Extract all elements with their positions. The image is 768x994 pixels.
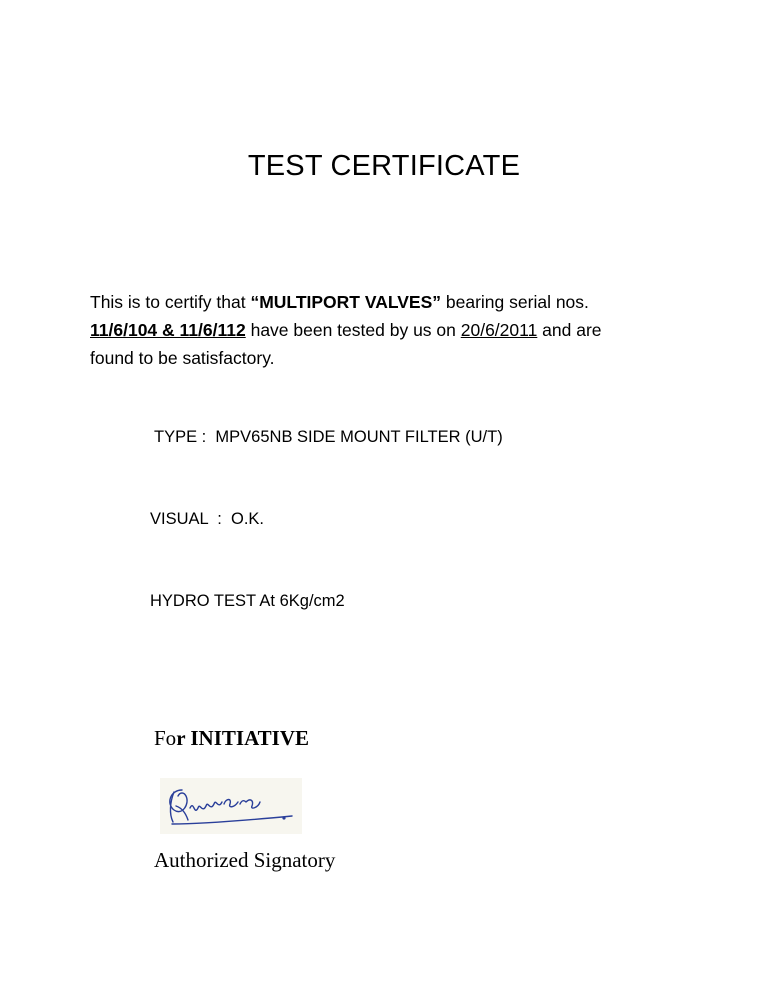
for-prefix: Fo: [154, 726, 177, 750]
statement-line-2: [90, 316, 690, 344]
company-signoff: [154, 726, 309, 751]
certification-statement: [90, 288, 690, 372]
certificate-title: TEST CERTIFICATE: [247, 150, 521, 182]
statement-after-date: and are: [537, 320, 602, 340]
visual-line: VISUAL : O.K.: [150, 510, 265, 528]
hydro-test-line: HYDRO TEST At 6Kg/cm2: [150, 592, 345, 610]
test-date: 20/6/2011: [460, 320, 538, 340]
statement-intro: This is to certify that: [90, 292, 251, 312]
product-name: “MULTIPORT VALVES”: [250, 292, 442, 312]
company-name: r INITIATIVE: [176, 726, 310, 750]
authorized-signatory-label: Authorized Signatory: [154, 848, 336, 872]
type-line: TYPE : MPV65NB SIDE MOUNT FILTER (U/T): [154, 428, 503, 446]
statement-conclusion: found to be satisfactory.: [90, 348, 275, 368]
handwritten-signature: [160, 778, 302, 834]
statement-serial-lead: bearing serial nos.: [441, 292, 589, 312]
serial-numbers: 11/6/104 & 11/6/112: [90, 320, 246, 340]
statement-tested-text: have been tested by us on: [245, 320, 461, 340]
statement-line-1: [90, 288, 690, 316]
